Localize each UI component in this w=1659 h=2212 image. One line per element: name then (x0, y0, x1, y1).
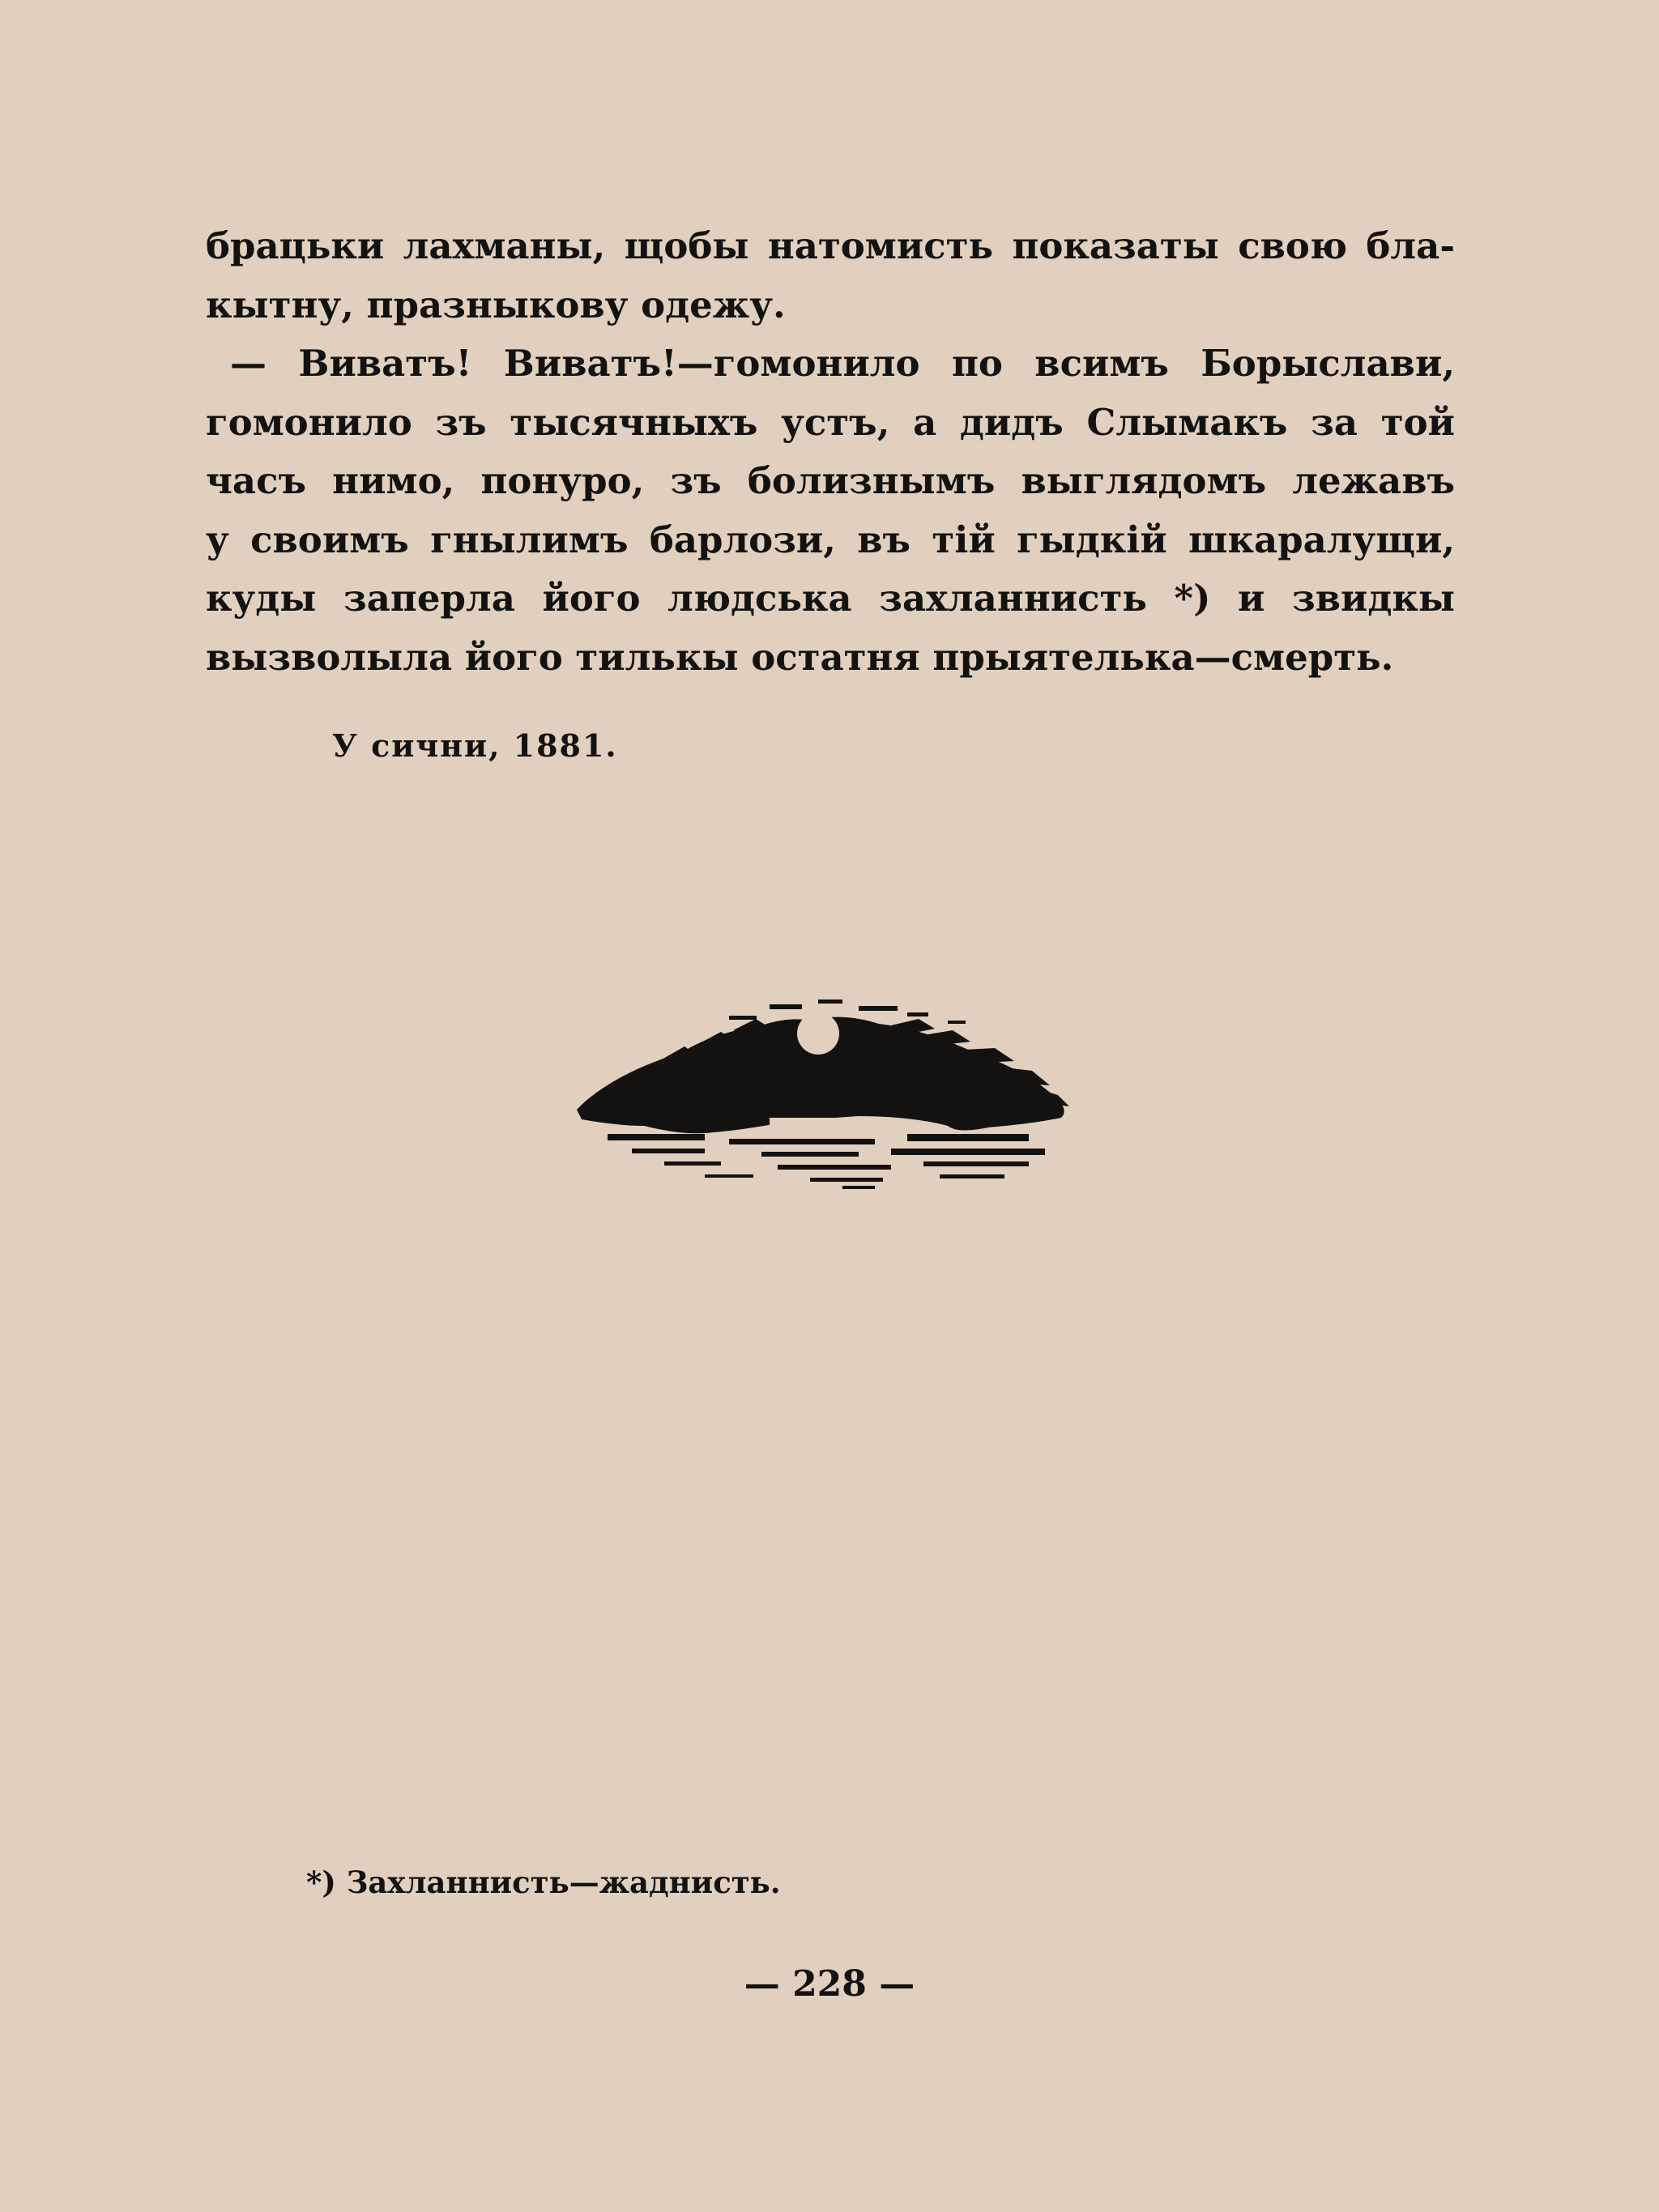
dateline: У сични, 1881. (332, 727, 618, 764)
moonlit-landscape-vignette (567, 988, 1077, 1191)
body-text (206, 217, 1455, 687)
text-line-2: кытну, празныкову одежу. (206, 283, 786, 326)
text-line-7: куды заперла його людська захланнисть *) и звидкы (206, 577, 1455, 620)
text-line-8: вызволыла його тилькы остатня прыятелька—смерть. (206, 635, 1394, 679)
footnote: *) Захланнисть—жаднисть. (306, 1865, 781, 1900)
text-line-4: гомонило зъ тысячныхъ устъ, а дидъ Слымакъ за той (206, 400, 1455, 444)
text-line-1: брацьки лахманы, щобы натомисть показаты свою бла- (206, 224, 1455, 267)
text-line-5: часъ нимо, понуро, зъ болизнымъ выглядомъ лежавъ (206, 459, 1455, 502)
text-line-3: — Виватъ! Виватъ!—гомонило по всимъ Борыслави, (230, 342, 1455, 385)
text-line-6: у своимъ гнылимъ барлози, въ тій гыдкій шкаралущи, (206, 518, 1455, 561)
page-number: — 228 — (744, 1963, 915, 2005)
